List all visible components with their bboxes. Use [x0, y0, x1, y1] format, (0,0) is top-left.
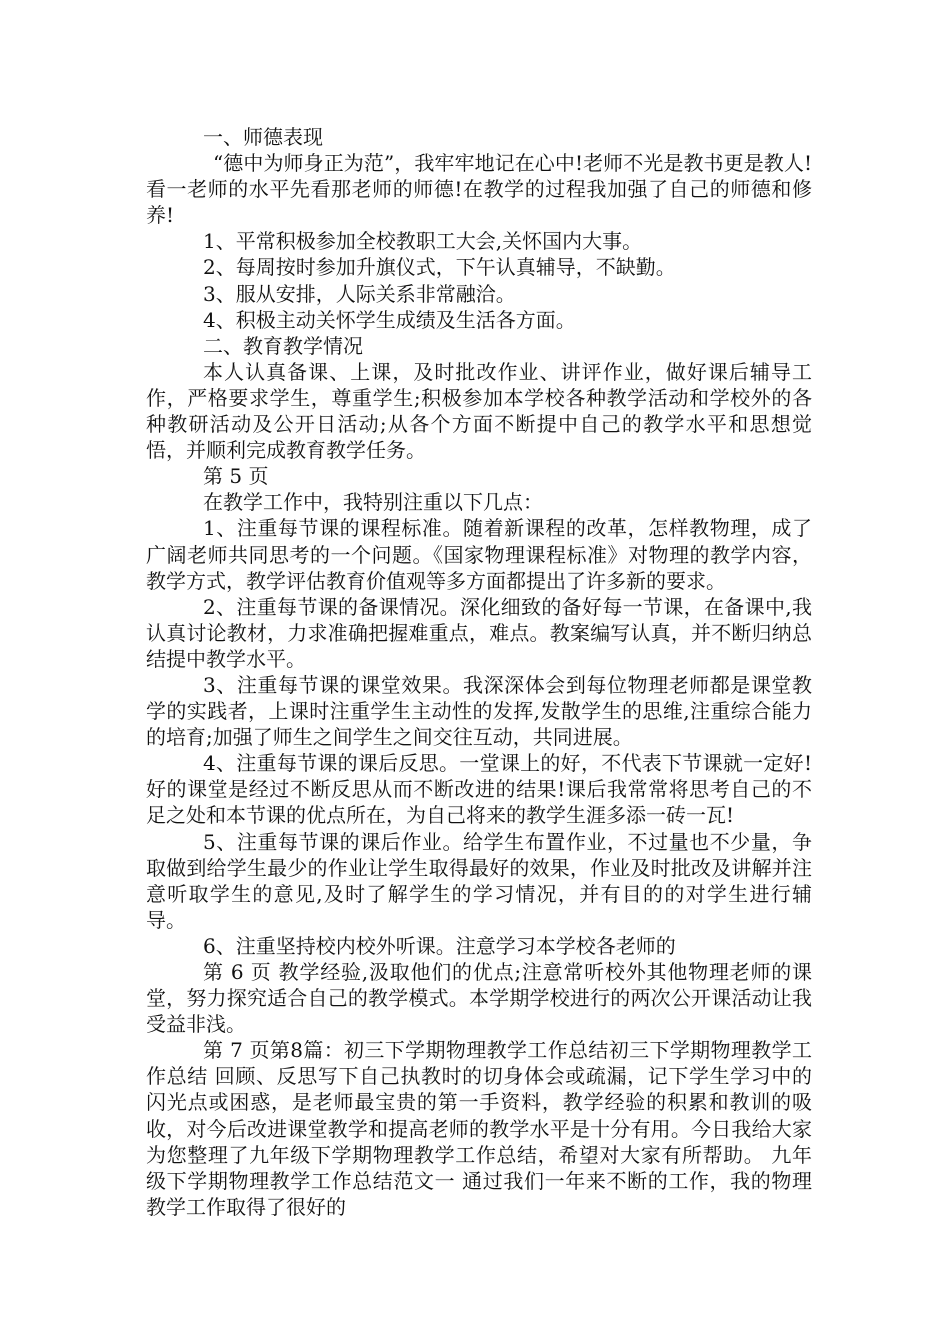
- list-item-1: 1、平常积极参加全校教职工大会,关怀国内大事。: [203, 229, 643, 254]
- paragraph-point-2: 2、注重每节课的备课情况。深化细致的备好每一节课，在备课中,我认真讨论教材，力求准确把握难重点，难点。教案编写认真，并不断归纳总结提中教学水平。: [146, 594, 812, 671]
- section-heading-1: 一、师德表现: [203, 125, 323, 149]
- paragraph-page-6: 第 6 页 教学经验,汲取他们的优点;注意常听校外其他物理老师的课堂，努力探究适合自己的教学模式。本学期学校进行的两次公开课活动让我受益非浅。: [146, 960, 812, 1037]
- document-body: [146, 124, 812, 1220]
- paragraph-teaching-overview: 本人认真备课、上课，及时批改作业、讲评作业，做好课后辅导工作，严格要求学生，尊重学生;积极参加本学校各种教学活动和学校外的各种教研活动及公开日活动;从各个方面不断提中自己的教学水平和思想觉悟，并顺利完成教育教学任务。: [146, 359, 812, 463]
- page-marker-5: 第 5 页: [203, 464, 269, 489]
- list-item-2: 2、每周按时参加升旗仪式，下午认真辅导，不缺勤。: [203, 255, 676, 280]
- paragraph-page-7: 第 7 页第8篇：初三下学期物理教学工作总结初三下学期物理教学工作总结 回顾、反思写下自己执教时的切身体会或疏漏，记下学生学习中的闪光点或困惑，是老师最宝贵的第一手资料，教学经验的积累和教训的吸收，对今后改进课堂教学和提高老师的教学水平是十分有用。今日我给大家为您整理了九年级下学期物理教学工作总结，希望对大家有所帮助。 九年级下学期物理教学工作总结范文一 通过我们一年来不断的工作，我的物理教学工作取得了很好的: [146, 1038, 812, 1219]
- paragraph-ethics-intro: “德中为师身正为范”，我牢牢地记在心中!老师不光是教书更是教人!看一老师的水平先看那老师的师德!在教学的过程我加强了自己的师德和修养!: [146, 151, 812, 228]
- paragraph-point-6: 6、注重坚持校内校外听课。注意学习本学校各老师的: [203, 933, 676, 958]
- paragraph-point-3: 3、注重每节课的课堂效果。我深深体会到每位物理老师都是课堂教学的实践者，上课时注重学生主动性的发挥,发散学生的思维,注重综合能力的培育;加强了师生之间学生之间交往互动，共同进展。: [146, 672, 812, 750]
- section-heading-2: 二、教育教学情况: [203, 333, 363, 358]
- list-item-3: 3、服从安排，人际关系非常融洽。: [203, 281, 516, 306]
- list-item-4: 4、积极主动关怀学生成绩及生活各方面。: [203, 307, 576, 332]
- paragraph-point-4: 4、注重每节课的课后反思。一堂课上的好，不代表下节课就一定好!好的课堂是经过不断反思从而不断改进的结果!课后我常常将思考自己的不足之处和本节课的优点所在，为自己将来的教学生涯多添一砖一瓦!: [146, 751, 812, 828]
- paragraph-point-1: 1、注重每节课的课程标准。随着新课程的改革，怎样教物理，成了广阔老师共同思考的一个问题。《国家物理课程标准》对物理的教学内容，教学方式，教学评估教育价值观等多方面都提出了许多新的要求。: [146, 516, 812, 593]
- paragraph-point-5: 5、注重每节课的课后作业。给学生布置作业，不过量也不少量，争取做到给学生最少的作业让学生取得最好的效果，作业及时批改及讲解并注意听取学生的意见,及时了解学生的学习情况，并有目的的对学生进行辅导。: [146, 829, 812, 932]
- paragraph-focus-points: 在教学工作中，我特别注重以下几点：: [203, 490, 543, 515]
